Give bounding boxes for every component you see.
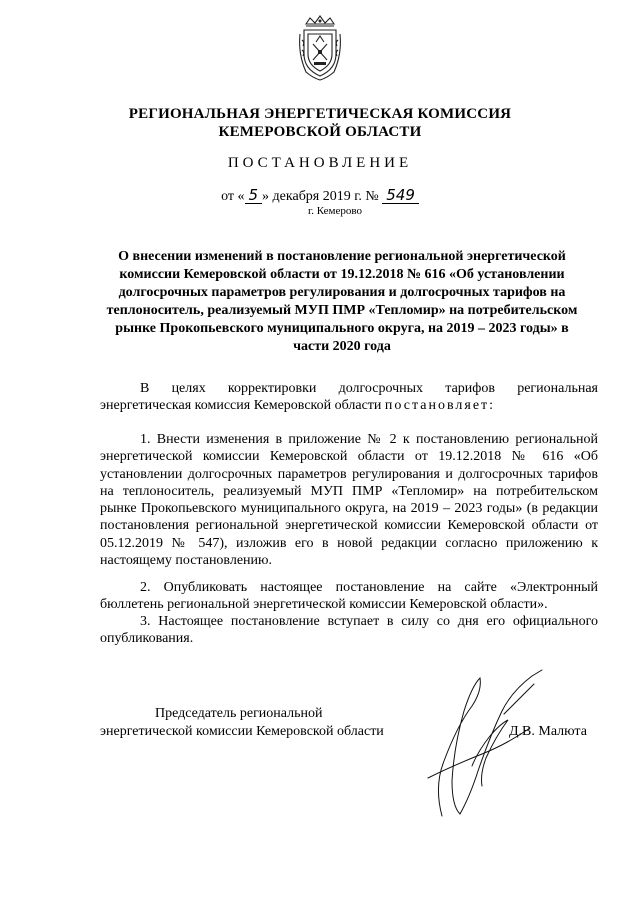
intro-paragraph [100,380,598,415]
date-day: 5 [245,188,263,204]
org-name-line1: РЕГИОНАЛЬНАЯ ЭНЕРГЕТИЧЕСКАЯ КОМИССИЯ [128,106,512,122]
signatory-position-line1: Председатель региональной [155,706,323,721]
intro-text: В целях корректировки долгосрочных тарифов региональная энергетическая комиссия Кемеровской области [100,381,598,414]
signatory-name: Д.В. Малюта [509,724,587,739]
document-title: О внесении изменений в постановление региональной энергетической комиссии Кемеровской области от 19.12.2018 № 616 «Об установлении долгосрочных параметров регулирования и долгосрочных тарифов на теплоноситель, реализуемый МУП ПМР «Тепломир» на потребительском рынке Прокопьевского муниципального округа, на 2019 – 2023 годы» в части 2020 года [106,249,578,354]
org-name-line2: КЕМЕРОВСКОЙ ОБЛАСТИ [218,124,422,140]
coat-of-arms-icon [296,14,344,82]
city: г. Кемерово [307,205,363,217]
document-type: ПОСТАНОВЛЕНИЕ [227,155,413,171]
date-prefix: от « [221,189,245,204]
resolution-item-2: 2. Опубликовать настоящее постановление на сайте «Электронный бюллетень региональной энергетической комиссии Кемеровской области». [100,580,598,613]
resolution-item-3: 3. Настоящее постановление вступает в силу со дня его официального опубликования. [100,614,598,647]
signatory-position-line2: энергетической комиссии Кемеровской области [100,724,384,739]
date-suffix: » декабря 2019 г. № [262,189,379,204]
resolves-word: постановляет: [384,398,496,414]
resolution-item-1: 1. Внести изменения в приложение № 2 к постановлению региональной энергетической комиссии Кемеровской области от 19.12.2018 № 616 «Об установлении долгосрочных параметров регулирования и долгосрочных тарифов на теплоноситель, реализуемый МУП ПМР «Тепломир» на потребительском рынке Прокопьевского муниципального округа, на 2019 – 2023 годы» (в редакции постановления региональной энергетической комиссии Кемеровской области от 05.12.2019 № 547), изложив его в новой редакции согласно приложению к настоящему постановлению. [100,432,598,569]
handwritten-signature [412,666,547,821]
document-number: 549 [382,188,419,204]
date-line [0,188,640,205]
